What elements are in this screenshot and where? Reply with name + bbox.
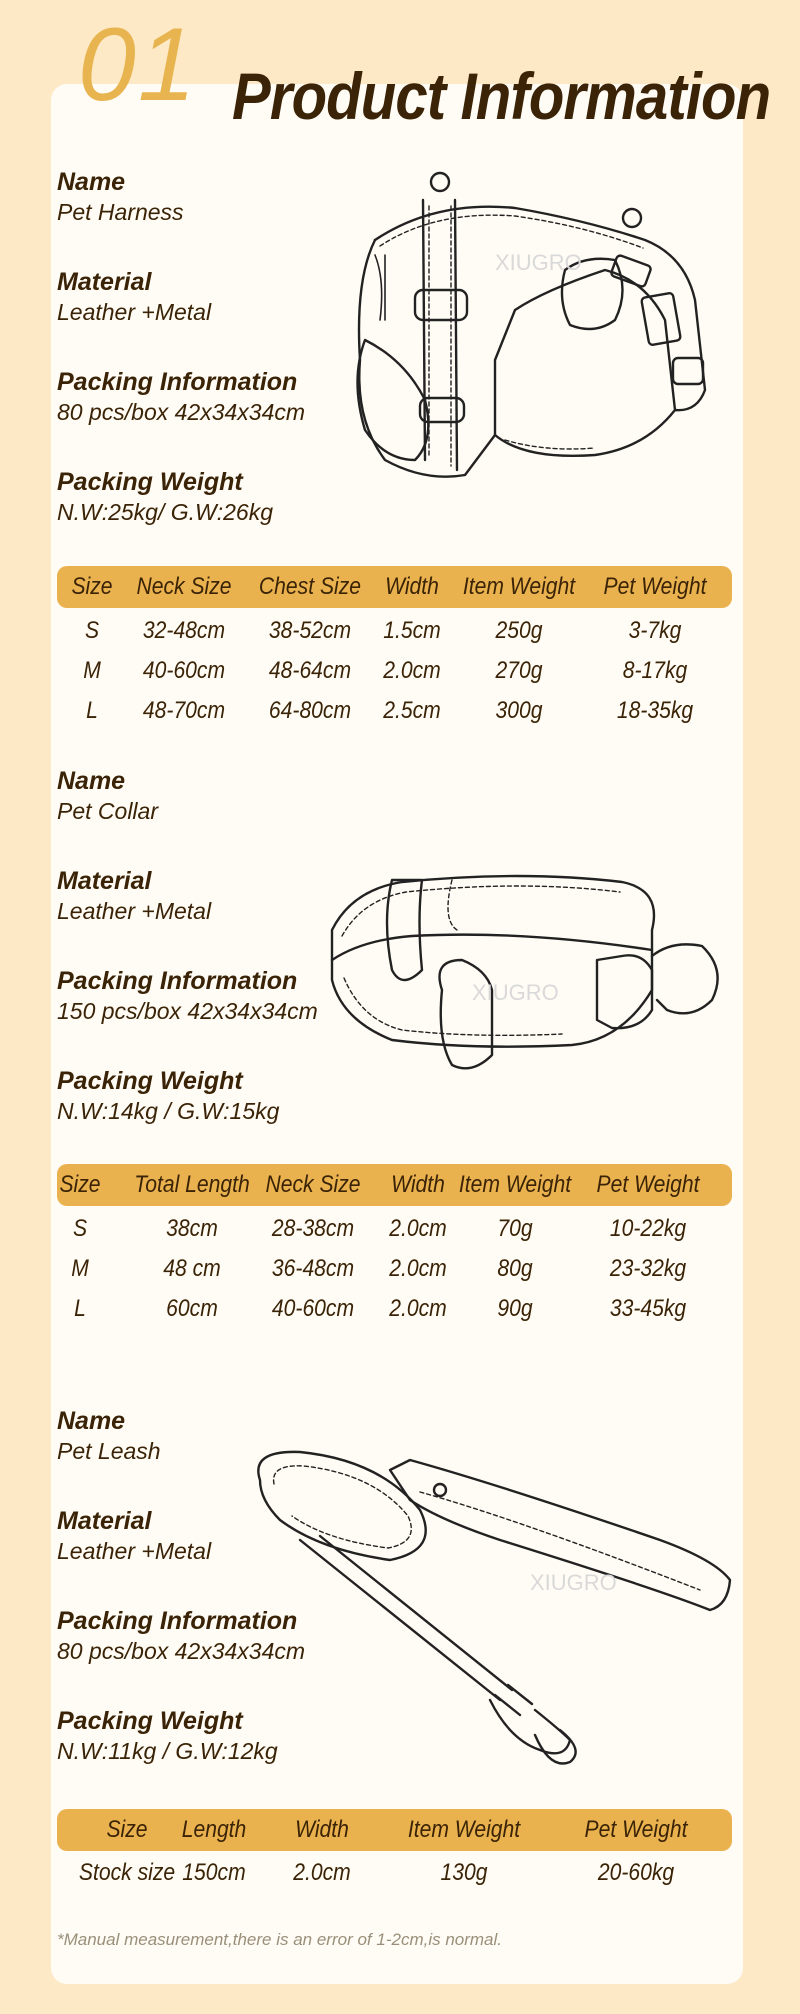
product-name: Pet Harness: [57, 199, 184, 225]
weight-value: N.W:14kg / G.W:15kg: [57, 1098, 280, 1124]
material-value: Leather +Metal: [57, 1538, 212, 1564]
table-cell: 2.0cm: [383, 657, 441, 684]
table-header-cell: Item Weight: [462, 573, 576, 600]
table-cell: 70g: [497, 1215, 533, 1242]
weight-label: Packing Weight: [57, 1067, 243, 1095]
table-header-cell: Width: [385, 573, 439, 600]
table-cell: 64-80cm: [268, 697, 352, 724]
table-cell: M: [71, 1255, 89, 1282]
table-cell: 270g: [495, 657, 543, 684]
table-cell: 38cm: [166, 1215, 218, 1242]
table-header-cell: Width: [295, 1816, 349, 1843]
packing-value: 80 pcs/box 42x34x34cm: [57, 1638, 306, 1664]
table-cell: L: [74, 1295, 86, 1322]
table-cell: 20-60kg: [597, 1859, 675, 1886]
weight-label: Packing Weight: [57, 468, 243, 496]
packing-label: Packing Information: [57, 368, 298, 396]
packing-value: 150 pcs/box 42x34x34cm: [57, 998, 318, 1024]
svg-text:XIUGRO: XIUGRO: [472, 980, 559, 1005]
table-header-cell: Neck Size: [265, 1171, 361, 1198]
table-cell: 36-48cm: [271, 1255, 355, 1282]
table-header-cell: Pet Weight: [603, 573, 707, 600]
svg-text:XIUGRO: XIUGRO: [530, 1570, 617, 1595]
table-cell: 60cm: [166, 1295, 218, 1322]
packing-value: 80 pcs/box 42x34x34cm: [57, 399, 306, 425]
name-label: Name: [57, 1407, 126, 1435]
table-cell: Stock size: [78, 1859, 176, 1886]
table-cell: 48 cm: [163, 1255, 221, 1282]
weight-value: N.W:11kg / G.W:12kg: [57, 1738, 278, 1764]
page-title: Product Information: [232, 59, 771, 133]
table-header-cell: Size: [71, 573, 113, 600]
table-header-cell: Total Length: [134, 1171, 250, 1198]
table-cell: 90g: [497, 1295, 533, 1322]
table-cell: 250g: [495, 617, 543, 644]
material-label: Material: [57, 1507, 152, 1535]
harness-illustration-icon: [345, 160, 715, 500]
material-label: Material: [57, 867, 152, 895]
table-cell: 38-52cm: [268, 617, 352, 644]
table-cell: L: [86, 697, 98, 724]
svg-text:XIUGRO: XIUGRO: [495, 250, 582, 275]
packing-label: Packing Information: [57, 967, 298, 995]
table-cell: M: [83, 657, 101, 684]
table-header-cell: Neck Size: [136, 573, 232, 600]
table-cell: 1.5cm: [383, 617, 441, 644]
name-label: Name: [57, 168, 126, 196]
material-label: Material: [57, 268, 152, 296]
weight-label: Packing Weight: [57, 1707, 243, 1735]
table-header-cell: Width: [391, 1171, 445, 1198]
table-cell: 40-60cm: [271, 1295, 355, 1322]
product-name: Pet Collar: [57, 798, 158, 824]
table-cell: 2.0cm: [389, 1255, 447, 1282]
material-value: Leather +Metal: [57, 898, 212, 924]
table-cell: 150cm: [182, 1859, 246, 1886]
table-cell: 2.0cm: [389, 1295, 447, 1322]
table-cell: 8-17kg: [622, 657, 688, 684]
table-header-cell: Size: [106, 1816, 148, 1843]
table-cell: 10-22kg: [609, 1215, 687, 1242]
table-cell: S: [72, 1215, 88, 1242]
table-cell: 300g: [495, 697, 543, 724]
packing-label: Packing Information: [57, 1607, 298, 1635]
table-cell: 2.5cm: [383, 697, 441, 724]
harness-info: [57, 167, 377, 567]
table-header-cell: Pet Weight: [596, 1171, 700, 1198]
table-cell: 40-60cm: [142, 657, 226, 684]
table-header-cell: Item Weight: [458, 1171, 572, 1198]
table-cell: 3-7kg: [628, 617, 682, 644]
table-cell: 28-38cm: [271, 1215, 355, 1242]
weight-value: N.W:25kg/ G.W:26kg: [57, 499, 274, 525]
table-cell: 48-64cm: [268, 657, 352, 684]
table-cell: 48-70cm: [142, 697, 226, 724]
table-cell: 80g: [497, 1255, 533, 1282]
table-cell: 18-35kg: [616, 697, 694, 724]
table-header-cell: Pet Weight: [584, 1816, 688, 1843]
table-header-cell: Length: [181, 1816, 247, 1843]
table-cell: 130g: [440, 1859, 488, 1886]
table-cell: 23-32kg: [609, 1255, 687, 1282]
table-header-cell: Item Weight: [407, 1816, 521, 1843]
collar-illustration-icon: [322, 860, 732, 1080]
table-cell: 2.0cm: [293, 1859, 351, 1886]
material-value: Leather +Metal: [57, 299, 212, 325]
table-cell: 2.0cm: [389, 1215, 447, 1242]
leash-illustration-icon: [240, 1440, 740, 1780]
table-header-cell: Chest Size: [258, 573, 362, 600]
table-header-cell: Size: [59, 1171, 101, 1198]
name-label: Name: [57, 767, 126, 795]
table-cell: S: [84, 617, 100, 644]
section-number: 01: [78, 7, 198, 123]
footnote: *Manual measurement,there is an error of 1-2cm,is normal.: [57, 1930, 503, 1949]
table-cell: 33-45kg: [609, 1295, 687, 1322]
product-name: Pet Leash: [57, 1438, 161, 1464]
table-cell: 32-48cm: [142, 617, 226, 644]
